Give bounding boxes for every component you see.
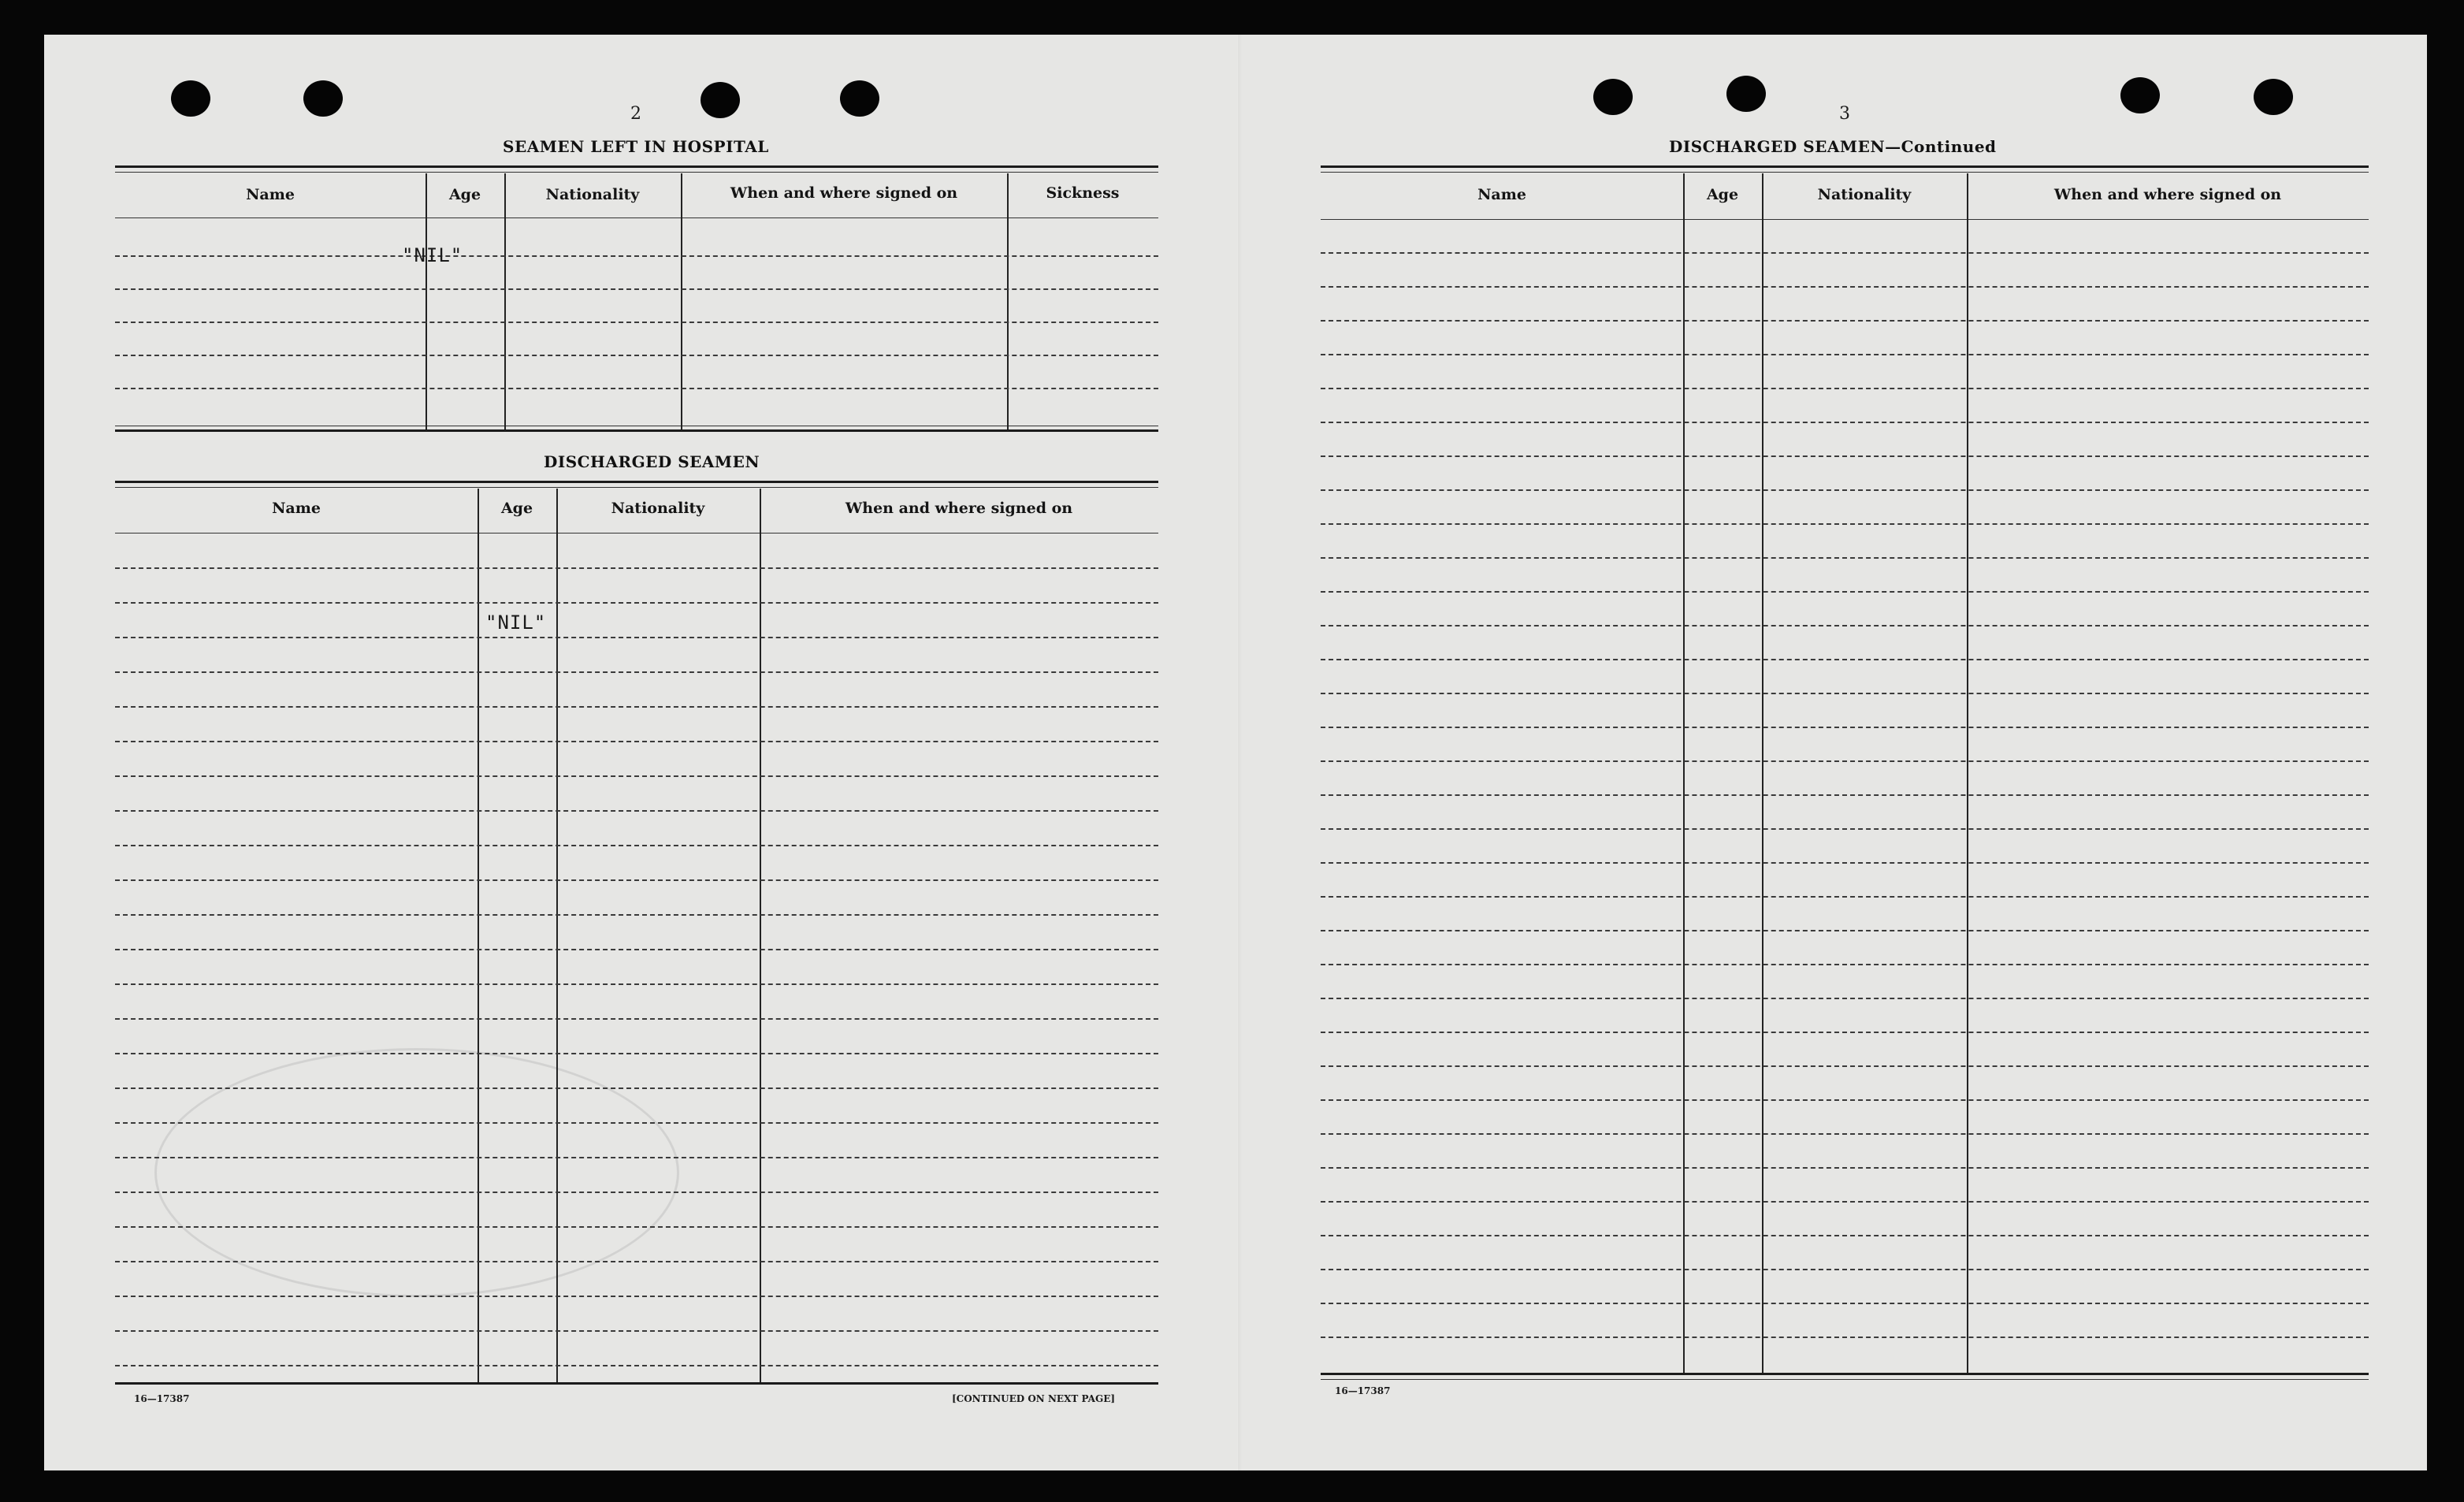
continued-suffix: —Continued (1885, 137, 1997, 156)
table-row (1321, 354, 2369, 355)
table-row (115, 1122, 1158, 1124)
table-row (115, 1365, 1158, 1366)
punch-hole (2120, 77, 2160, 113)
table-row (115, 914, 1158, 916)
table-row (1321, 998, 2369, 999)
table-row (115, 255, 1158, 257)
table-row (1321, 1235, 2369, 1236)
table-row (1321, 1065, 2369, 1067)
form-number-right: 16—17387 (1335, 1385, 1391, 1396)
discharged-table-left (115, 481, 1158, 1387)
col-header-nationality: Nationality (545, 186, 640, 203)
table-row (1321, 828, 2369, 830)
col-header-name: Name (272, 500, 321, 517)
table-row (115, 1226, 1158, 1228)
table-row (115, 706, 1158, 708)
table-row (1321, 760, 2369, 762)
col-header-nationality: Nationality (1817, 186, 1912, 203)
table-row (115, 388, 1158, 389)
col-header-signed-on: When and where signed on (730, 184, 958, 202)
form-number-left: 16—17387 (134, 1393, 190, 1404)
table-row (115, 810, 1158, 812)
punch-hole (701, 82, 740, 118)
page-number-right: 3 (1839, 104, 1850, 124)
discharged-title-text: DISCHARGED SEAMEN (1669, 137, 1886, 156)
table-row (115, 741, 1158, 742)
table-row (1321, 523, 2369, 525)
col-header-name: Name (246, 186, 295, 203)
table-row (115, 1192, 1158, 1193)
table-row (1321, 896, 2369, 898)
continued-note: [CONTINUED ON NEXT PAGE] (952, 1393, 1116, 1404)
table-row (115, 355, 1158, 356)
col-header-signed-on: When and where signed on (845, 500, 1073, 517)
table-row (1321, 1269, 2369, 1270)
table-row (1321, 964, 2369, 965)
col-header-age: Age (448, 186, 481, 203)
table-row (1321, 320, 2369, 322)
table-row (1321, 1337, 2369, 1338)
nil-entry: "NIL" (402, 244, 463, 266)
table-row (115, 288, 1158, 290)
col-header-sickness: Sickness (1046, 184, 1120, 202)
table-row (115, 775, 1158, 777)
discharged-section-title: DISCHARGED SEAMEN (544, 452, 760, 471)
punch-hole (171, 80, 210, 117)
table-row (1321, 659, 2369, 660)
table-row (115, 1261, 1158, 1262)
table-row (1321, 862, 2369, 864)
col-header-name: Name (1477, 186, 1526, 203)
table-row (115, 602, 1158, 604)
page-fold (1239, 35, 1241, 1470)
table-row (1321, 388, 2369, 389)
col-header-signed-on: When and where signed on (2053, 186, 2282, 203)
col-header-nationality: Nationality (611, 500, 705, 517)
table-row (1321, 794, 2369, 796)
table-row (115, 637, 1158, 638)
table-row (115, 1087, 1158, 1089)
table-row (1321, 557, 2369, 559)
nil-entry: "NIL" (485, 612, 547, 634)
table-row (1321, 727, 2369, 728)
hospital-table (115, 165, 1158, 430)
table-row (115, 1018, 1158, 1020)
table-row (1321, 1201, 2369, 1203)
punch-hole (1593, 79, 1633, 115)
hospital-section-title: SEAMEN LEFT IN HOSPITAL (503, 137, 769, 156)
discharged-continued-title (1669, 137, 1997, 156)
table-row (115, 983, 1158, 985)
page-number-left: 2 (630, 104, 641, 124)
table-row (1321, 1167, 2369, 1169)
table-row (115, 322, 1158, 323)
table-row (115, 845, 1158, 846)
table-row (1321, 286, 2369, 288)
discharged-table-right (1321, 165, 2369, 1384)
punch-hole (1726, 76, 1766, 112)
table-row (1321, 489, 2369, 491)
table-row (1321, 591, 2369, 593)
punch-hole (303, 80, 343, 117)
table-row (1321, 252, 2369, 254)
table-row (115, 1330, 1158, 1332)
table-row (1321, 625, 2369, 626)
punch-hole (2254, 79, 2293, 115)
table-row (1321, 930, 2369, 931)
table-row (115, 671, 1158, 673)
table-row (115, 1053, 1158, 1054)
table-row (1321, 455, 2369, 457)
table-row (1321, 1032, 2369, 1033)
table-row (1321, 1133, 2369, 1135)
table-row (115, 1296, 1158, 1297)
punch-hole (840, 80, 879, 117)
table-row (1321, 693, 2369, 694)
col-header-age: Age (1706, 186, 1739, 203)
table-row (115, 567, 1158, 569)
table-row (115, 1157, 1158, 1158)
col-header-age: Age (500, 500, 533, 517)
table-row (115, 949, 1158, 950)
table-row (1321, 422, 2369, 423)
table-row (1321, 1099, 2369, 1101)
table-row (115, 879, 1158, 881)
table-row (1321, 1303, 2369, 1304)
